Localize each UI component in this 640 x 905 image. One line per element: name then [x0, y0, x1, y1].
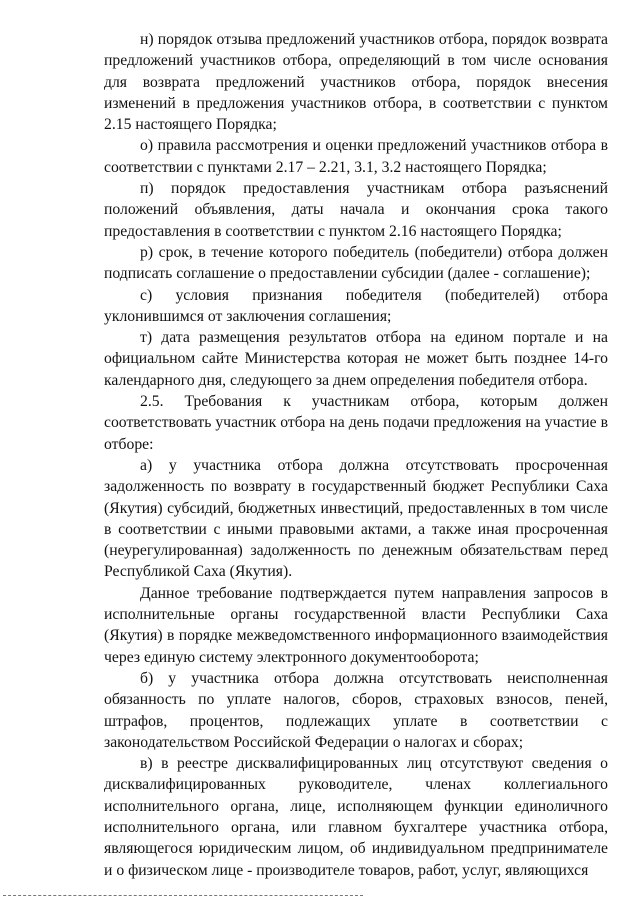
paragraph-a: а) у участника отбора должна отсутствовать просроченная задолженность по возврату в государственный бюджет Республики Саха (Якутия) субсидий, бюджетных инвестиций, предоставленных в том числе в соответствии с иными правовыми актами, а также иная просроченная (неурегулированная) задолженность по денежным обязательствам перед Республикой Саха (Якутия).	[104, 456, 608, 581]
document-page	[104, 29, 608, 881]
paragraph-v: в) в реестре дисквалифицированных лиц отсутствуют сведения о дисквалифицированных руководителе, членах коллегиального исполнительного органа, лице, исполняющем функции единоличного исполнительного органа, или главном бухгалтере участника отбора, являющегося юридическим лицом, об индивидуальном предпринимателе и о физическом лице - производителе товаров, работ, услуг, являющихся	[104, 755, 608, 879]
paragraph-requirement-note: Данное требование подтверждается путем направления запросов в исполнительные органы государственной власти Республики Саха (Якутия) в порядке межведомственного информационного взаимодействия через единую систему электронного документооборота;	[104, 584, 608, 666]
paragraph-p: п) порядок предоставления участникам отбора разъяснений положений объявления, даты начала и окончания срока такого предоставления в соответствии с пунктом 2.16 настоящего Порядка;	[104, 180, 608, 240]
paragraph-s: с) условия признания победителя (победителей) отбора уклонившимся от заключения соглашения;	[104, 286, 608, 325]
paragraph-n: н) порядок отзыва предложений участников отбора, порядок возврата предложений участников отбора, определяющий в том числе основания для возврата предложений участников отбора, порядок внесения изменений в предложения участников отбора, в соответствии с пунктом 2.15 настоящего Порядка;	[104, 31, 608, 134]
paragraph-b: б) у участника отбора должна отсутствовать неисполненная обязанность по уплате налогов, сборов, страховых взносов, пеней, штрафов, процентов, подлежащих уплате в соответствии с законодательством Российской Федерации о налогах и сборах;	[104, 669, 608, 751]
paragraph-o: о) правила рассмотрения и оценки предложений участников отбора в соответствии с пунктами 2.17 – 2.21, 3.1, 3.2 настоящего Порядка;	[104, 137, 608, 176]
paragraph-t: т) дата размещения результатов отбора на едином портале и на официальном сайте Министерства которая не может быть позднее 14-го календарного дня, следующего за днем определения победителя отбора.	[104, 329, 608, 389]
section-2-5-heading: 2.5. Требования к участникам отбора, которым должен соответствовать участник отбора на день подачи предложения на участие в отборе:	[104, 393, 608, 453]
paragraph-r: р) срок, в течение которого победитель (победители) отбора должен подписать соглашение о предоставлении субсидии (далее - соглашение);	[104, 243, 608, 283]
page-bottom-divider	[3, 895, 363, 896]
